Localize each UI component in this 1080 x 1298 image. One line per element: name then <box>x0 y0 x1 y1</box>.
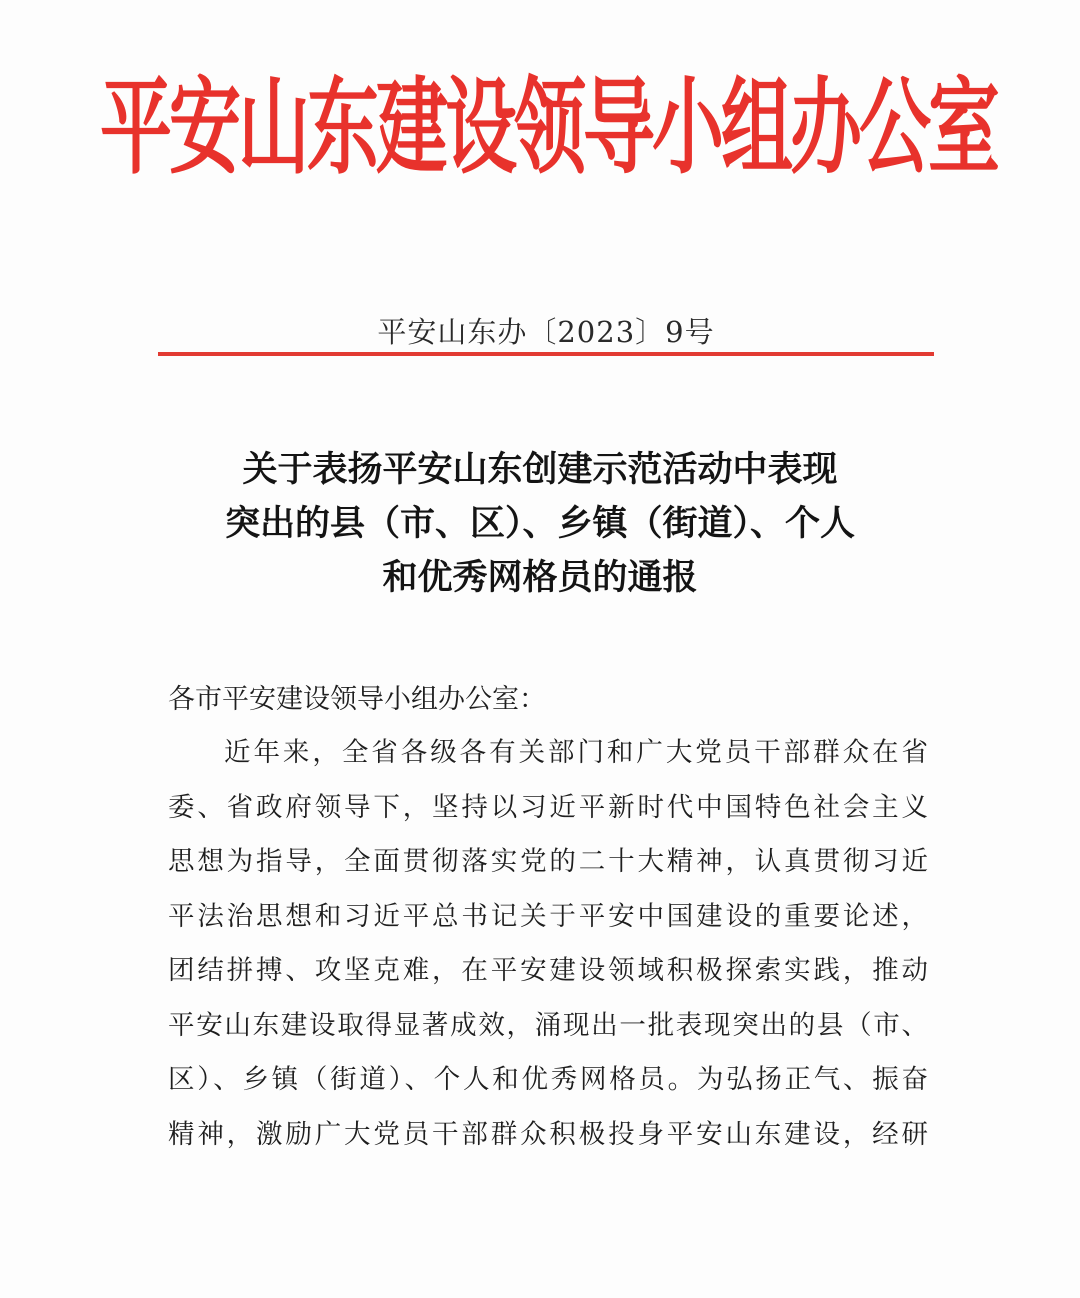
body-line: 团结拼搏、攻坚克难，在平安建设领域积极探索实践，推动 <box>168 955 928 986</box>
title-line: 和优秀网格员的通报 <box>382 557 698 598</box>
title-line: 突出的县（市、区）、乡镇（街道）、个人 <box>224 503 855 544</box>
issuing-office-masthead <box>100 62 998 192</box>
body-line: 委、省政府领导下，坚持以习近平新时代中国特色社会主义 <box>168 791 928 823</box>
body-line: 平法治思想和习近平总书记关于平安中国建设的重要论述， <box>168 900 928 932</box>
red-divider-line <box>158 352 934 356</box>
document-number: 平安山东办〔2023〕9号 <box>377 315 715 349</box>
body-line: 区）、乡镇（街道）、个人和优秀网格员。为弘扬正气、振奋 <box>168 1064 928 1095</box>
masthead-text: 平安山东建设领导小组办公室 <box>100 64 998 188</box>
body-line: 思想为指导，全面贯彻落实党的二十大精神，认真贯彻习近 <box>168 846 928 877</box>
body-line: 近年来，全省各级各有关部门和广大党员干部群众在省 <box>224 737 928 768</box>
document-title <box>170 443 910 605</box>
body-line: 平安山东建设取得显著成效，涌现出一批表现突出的县（市、 <box>168 1009 928 1041</box>
title-line: 关于表扬平安山东创建示范活动中表现 <box>242 449 838 490</box>
body-line: 精神，激励广大党员干部群众积极投身平安山东建设，经研 <box>168 1118 928 1150</box>
salutation: 各市平安建设领导小组办公室： <box>168 684 546 715</box>
body-text <box>168 726 928 1162</box>
